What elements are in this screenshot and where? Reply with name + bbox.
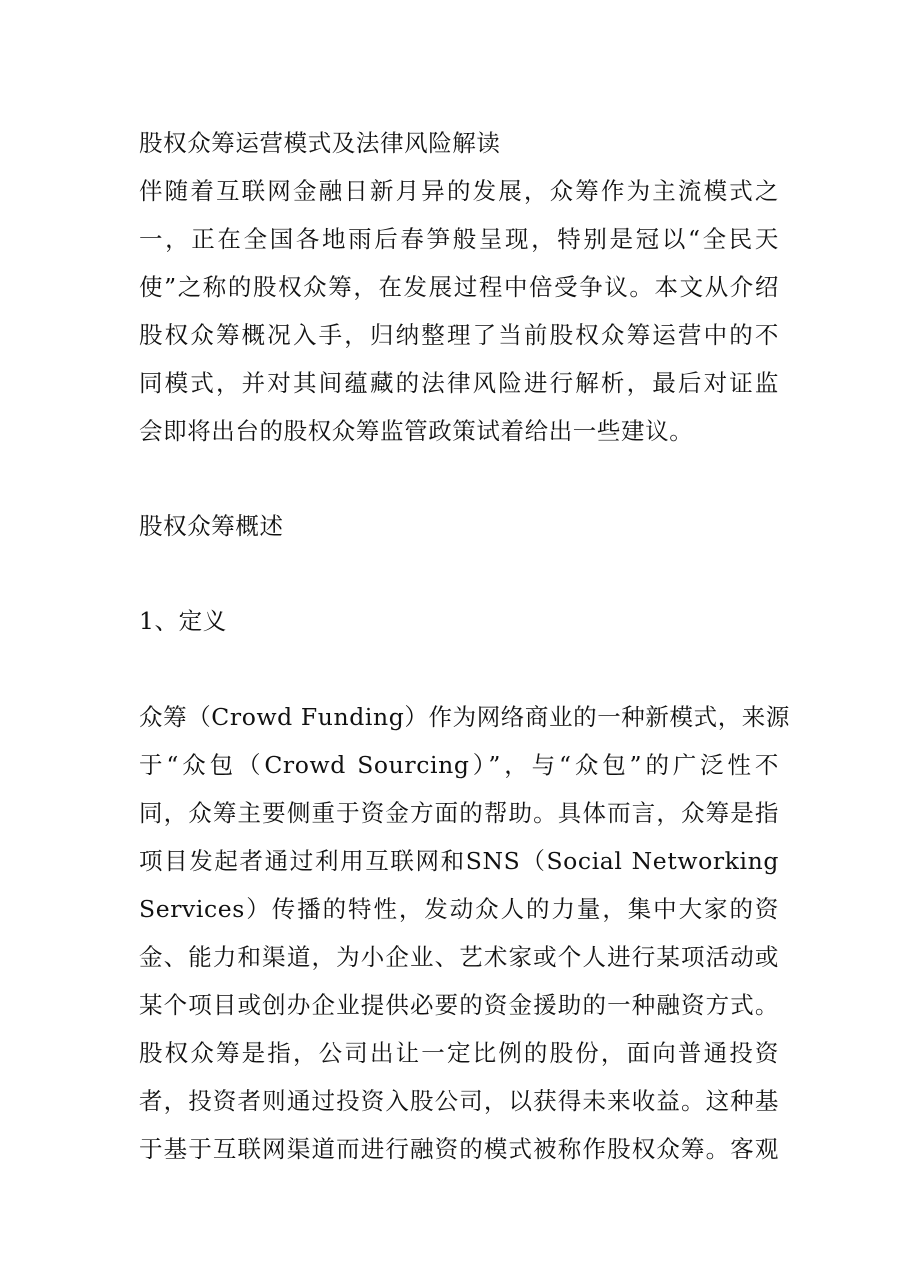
intro-paragraph-line: 股权众筹概况入手，归纳整理了当前股权众筹运营中的不 (139, 321, 779, 349)
definition-paragraph-line: 同，众筹主要侧重于资金方面的帮助。具体而言，众筹是指 (139, 799, 779, 827)
intro-paragraph-line: 使”之称的股权众筹，在发展过程中倍受争议。本文从介绍 (139, 273, 779, 301)
definition-paragraph-line: 者，投资者则通过投资入股公司，以获得未来收益。这种基 (139, 1087, 779, 1115)
subsection-heading: 1、定义 (139, 607, 227, 635)
document-title: 股权众筹运营模式及法律风险解读 (139, 129, 501, 157)
definition-paragraph-line: 股权众筹是指，公司出让一定比例的股份，面向普通投资 (139, 1039, 779, 1067)
definition-paragraph-line: Services）传播的特性，发动众人的力量，集中大家的资 (139, 895, 779, 923)
intro-paragraph-line: 一，正在全国各地雨后春笋般呈现，特别是冠以“全民天 (139, 225, 779, 253)
definition-paragraph-line: 金、能力和渠道，为小企业、艺术家或个人进行某项活动或 (139, 943, 779, 971)
intro-paragraph-line: 同模式，并对其间蕴藏的法律风险进行解析，最后对证监 (139, 369, 779, 397)
definition-paragraph-line: 某个项目或创办企业提供必要的资金援助的一种融资方式。 (139, 991, 779, 1019)
intro-paragraph-line: 会即将出台的股权众筹监管政策试着给出一些建议。 (139, 417, 694, 445)
definition-paragraph-line: 项目发起者通过利用互联网和SNS（Social Networking (139, 847, 779, 875)
section-heading: 股权众筹概述 (139, 512, 284, 540)
definition-paragraph-line: 于基于互联网渠道而进行融资的模式被称作股权众筹。客观 (139, 1135, 779, 1163)
definition-paragraph-line: 众筹（Crowd Funding）作为网络商业的一种新模式，来源 (139, 703, 791, 731)
intro-paragraph-line: 伴随着互联网金融日新月异的发展，众筹作为主流模式之 (139, 177, 779, 205)
definition-paragraph-line: 于“众包（Crowd Sourcing）”，与“众包”的广泛性不 (139, 751, 779, 779)
